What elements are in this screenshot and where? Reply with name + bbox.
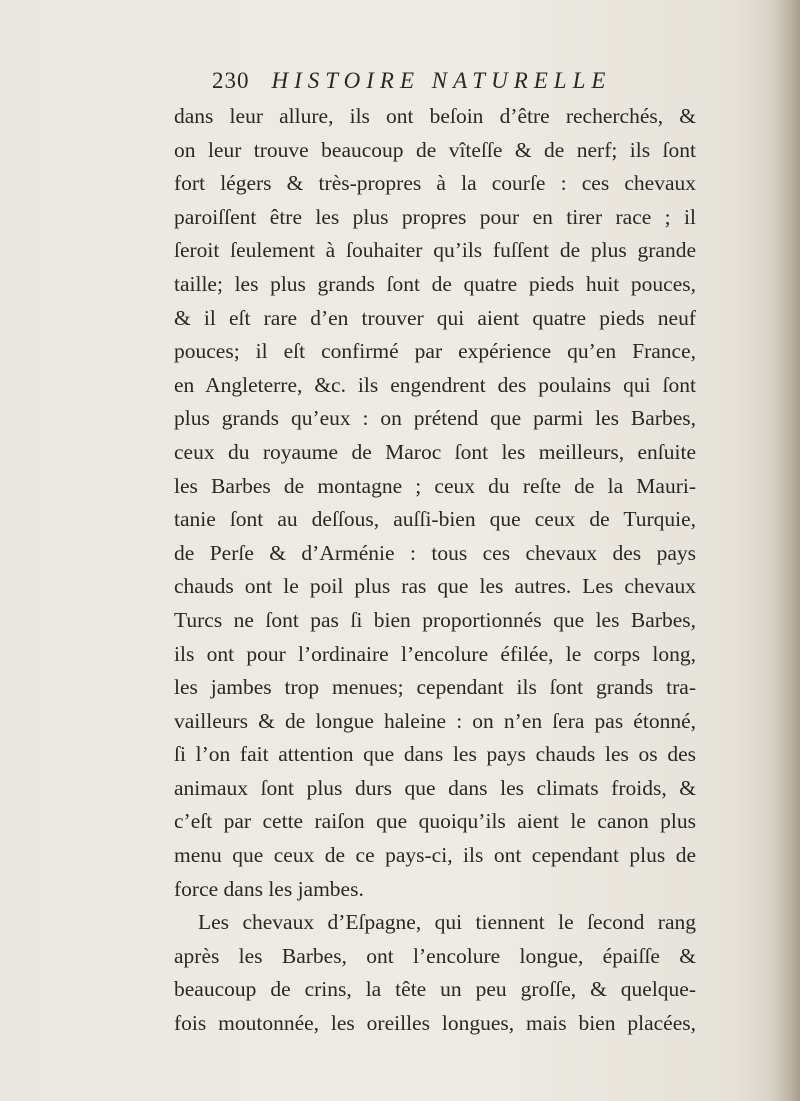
text-line: beaucoup de crins, la tête un peu groſſe, & quelque- — [174, 977, 696, 1002]
text-line: en Angleterre, &c. ils engendrent des poulains qui ſont — [174, 372, 696, 397]
text-line: Turcs ne ſont pas ſi bien proportionnés que les Barbes, — [174, 607, 696, 632]
text-line: les Barbes de montagne ; ceux du reſte de la Mauri- — [174, 473, 696, 498]
text-line: pouces; il eſt confirmé par expérience qu’en France, — [174, 339, 696, 364]
text-line: & il eſt rare d’en trouver qui aient quatre pieds neuf — [174, 305, 696, 330]
text-line: paroiſſent être les plus propres pour en tirer race ; il — [174, 204, 696, 229]
running-title: HISTOIRE NATURELLE — [271, 68, 612, 93]
text-line: menu que ceux de ce pays-ci, ils ont cependant plus de — [174, 843, 696, 868]
text-line: ſi l’on fait attention que dans les pays chauds les os des — [174, 742, 696, 767]
text-line: on leur trouve beaucoup de vîteſſe & de nerf; ils ſont — [174, 137, 696, 162]
text-line: Les chevaux d’Eſpagne, qui tiennent le ſecond rang — [198, 910, 696, 935]
text-line: vailleurs & de longue haleine : on n’en ſera pas étonné, — [174, 708, 696, 733]
text-line: dans leur allure, ils ont beſoin d’être recherchés, & — [174, 104, 696, 128]
text-line: force dans les jambes. — [174, 876, 364, 901]
text-line: fort légers & très-propres à la courſe : ces chevaux — [174, 171, 696, 196]
text-line: fois moutonnée, les oreilles longues, mais bien placées, — [174, 1011, 696, 1036]
text-line: ſeroit ſeulement à ſouhaiter qu’ils fuſſent de plus grande — [174, 238, 696, 263]
text-line: ceux du royaume de Maroc ſont les meilleurs, enſuite — [174, 439, 696, 464]
text-line: taille; les plus grands ſont de quatre pieds huit pouces, — [174, 271, 696, 296]
text-line: tanie ſont au deſſous, auſſi-bien que ceux de Turquie, — [174, 507, 696, 532]
text-line: les jambes trop menues; cependant ils ſont grands tra- — [174, 675, 696, 700]
body-text — [174, 100, 696, 1041]
text-line: de Perſe & d’Arménie : tous ces chevaux des pays — [174, 540, 696, 565]
text-line: chauds ont le poil plus ras que les autres. Les chevaux — [174, 574, 696, 599]
page-edge-shadow — [770, 0, 800, 1101]
text-line: c’eſt par cette raiſon que quoiqu’ils aient le canon plus — [174, 809, 696, 834]
text-line: plus grands qu’eux : on prétend que parmi les Barbes, — [174, 406, 696, 431]
page-header — [212, 68, 632, 104]
text-line: animaux ſont plus durs que dans les climats froids, & — [174, 775, 696, 800]
text-line: ils ont pour l’ordinaire l’encolure éfilée, le corps long, — [174, 641, 696, 666]
text-line: après les Barbes, ont l’encolure longue, épaiſſe & — [174, 943, 696, 968]
page-number: 230 — [212, 68, 250, 93]
